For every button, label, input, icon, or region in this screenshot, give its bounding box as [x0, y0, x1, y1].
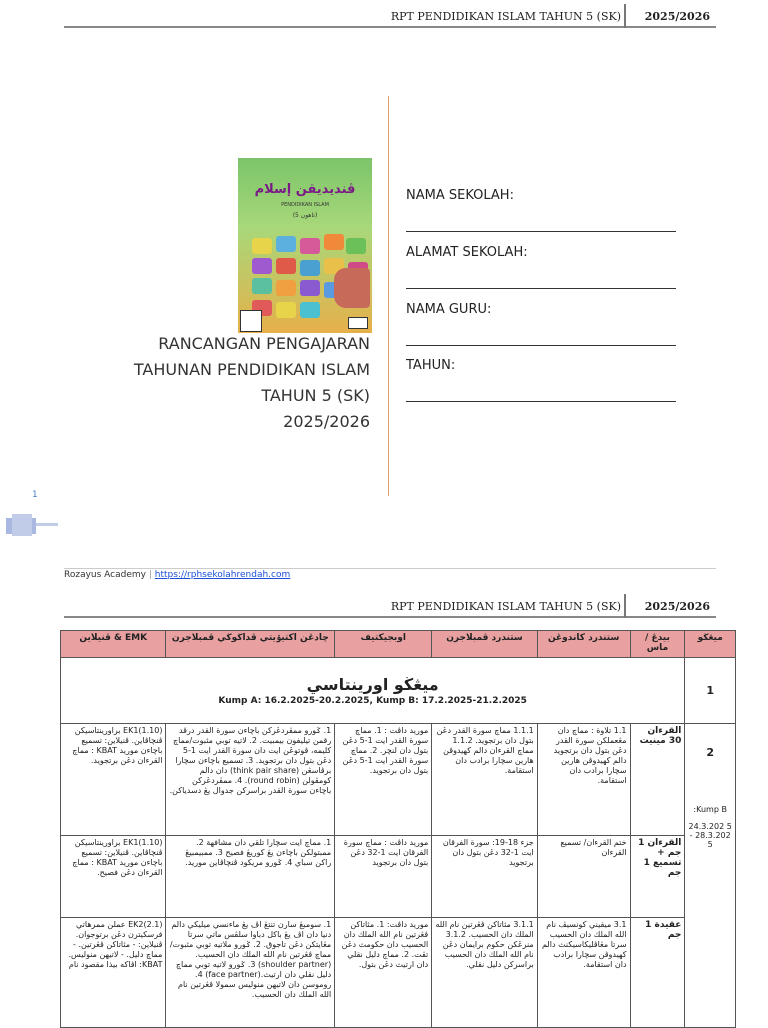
week-cell: [685, 724, 736, 1028]
footer-rule: [64, 568, 716, 569]
cell-emk: EK1(1.10) براورينتاسيكن ڤنچاڤاين. ڤنيلاين: تسميع باچاءن موريد KBAT : مماچ القرءان دڠن فصيح.: [61, 836, 166, 918]
book-cover-title: ڤنديديقن إسلام: [254, 182, 356, 197]
kssr-logo: [348, 317, 368, 329]
puzzle-piece: [300, 238, 320, 254]
table-row: [61, 836, 736, 918]
cell-aktiviti: 1. مماچ ايت سچارا تلقي دان مشافهة 2. ممبتولكن باچاءن يڠ كوريڠ فصيح 3. ممبيمبيڠ راكن سباي 4. ݢورو مريكود ڤنچاڤاين موريد.: [166, 836, 335, 918]
cell-pembelajaran: 1.1.1 مماچ سورة القدر دڠن بتول دان برتجويد. 1.1.2 مماچ القرءان دالم كهيدوڤن هارين سچارا برادب دان استقامة.: [432, 724, 537, 836]
teacher-name-label: NAMA GURU:: [406, 302, 492, 317]
week-dates: 24.3.202 5 - 28.3.202 5: [688, 822, 732, 849]
puzzle-piece: [324, 234, 344, 250]
cell-kandungan: 3.1 ميقيني كونسيڤ نام الله الملك دان الحسيب سرتا مڠاڤليكاسيكنث دالم كهيدوڤن سچارا برادب دان استقامة.: [537, 918, 630, 1028]
col-header-minggu: ميڠڬو: [685, 631, 736, 658]
school-address-line: [406, 288, 676, 289]
header-divider: [624, 4, 626, 28]
cell-emk: EK1(1.10) براورينتاسيكن ڤنچاڤاين. ڤنيلاين: تسميع باچاءن موريد KBAT : مماچ القرءان دڠن برتجويد.: [61, 724, 166, 836]
cell-objektif: موريد داڤت: 1. مثاتاكن ڤڠرتين نام الله الملك دان الحسيب دان حكومث دڠن تڤت. 2. مماچ دليل نقلي دان ارتيث دڠن بتول.: [335, 918, 432, 1028]
page-number: 1: [32, 490, 38, 500]
header-year-2: 2025/2026: [644, 600, 710, 613]
year-line: [406, 401, 676, 402]
orientation-title: ميڠڬو اورينتاسي: [306, 675, 439, 694]
puzzle-piece: [252, 258, 272, 274]
book-cover-level: (تاهون 5): [292, 212, 318, 219]
doc-title-line-1: RANCANGAN PENGAJARAN: [158, 334, 370, 353]
cell-bidang: القرءان 30 مينيت: [630, 724, 685, 836]
book-cover-image: [238, 158, 372, 333]
cell-kandungan: 1.1 تلاوة : مماچ دان مڠعملكن سورة القدر دڠن بتول دان برتجويد دالم كهيدوڤن هارين سچارا برادب دان استقامة.: [537, 724, 630, 836]
rpt-table: [60, 630, 736, 1028]
table-header-row: [61, 631, 736, 658]
footer-link[interactable]: https://rphsekolahrendah.com: [154, 570, 291, 580]
doc-title-line-3: TAHUN 5 (SK): [261, 386, 370, 405]
table-row: [61, 724, 736, 836]
puzzle-piece: [276, 280, 296, 296]
cell-bidang: القرءان 1 جم + تسميع 1 جم: [630, 836, 685, 918]
col-header-objektif: اوبجيكتيف: [335, 631, 432, 658]
header-title: RPT PENDIDIKAN ISLAM TAHUN 5 (SK): [390, 10, 621, 23]
cell-pembelajaran: 3.1.1 مثاتاكن ڤڠرتين نام الله الملك دان الحسيب. 3.1.2 منرڠكن حكوم برايمان دڠن نام الله الملك دان الحسيب براسركن دليل نقلي.: [432, 918, 537, 1028]
table-row-orientation: [61, 658, 736, 724]
cell-objektif: موريد داڤت : مماچ سورة الفرقان ايت 1-32 دڠن بتول دان برتجويد: [335, 836, 432, 918]
puzzle-piece: [252, 238, 272, 254]
cell-aktiviti: 1. ݢورو ممڤردڠركن باچاءن سورة القدر درڤد رقمن تيليفون بيمبيت. 2. لاتيه توبي مثبوت/مماچ كليمه، ڤوتوڠن ايت دان سورة القدر ايت 1-5 دڠن بتول دان برتجويد. 3. تسميع باچاءن سچارا برڤاسڠن (think pair share) دان دالم كومڤولن (round robin). 4. ممڤردڠركن باچاءن سورة القدر براسركن جدوال يڠ دسدياكن.: [166, 724, 335, 836]
col-header-aktiviti: چادڠن اكتيۏيتي ڤداڬوڬي ڤمبلاجرن: [166, 631, 335, 658]
puzzle-piece: [276, 302, 296, 318]
puzzle-piece: [300, 280, 320, 296]
page-header: [64, 4, 716, 28]
cell-aktiviti: 1. سومبڠ سارن تنتڠ اڤ يڠ ماءنسي ميليكي دالم دنيا دان اڤ يڠ باكل دباوا سلڤس ماتي سرتا مڠايتكن دڠن تاجوق. 2. ݢورو ملاتيه توبي مثبوت/مماچ ڤڠرتين نام الله الملك دان الحسيب.(shoulder partner) 3. ݢورو لاتيه توبي مماچ دليل نقلي دان ارتيث.(face partner) 4. روموسن دان لاتيهن منوليس سمولا ڤڠرتين نام الله الملك دان الحسيب.: [166, 918, 335, 1028]
kump-label: :Kump B: [693, 805, 727, 814]
orientation-banner: [61, 658, 685, 724]
page-footer: [64, 570, 290, 580]
col-header-kandungan: ستندرد كاندوڠن: [537, 631, 630, 658]
cell-bidang: عقيدة 1 جم: [630, 918, 685, 1028]
puzzle-piece: [276, 236, 296, 252]
hand-illustration: [334, 268, 370, 308]
week-number: 2: [706, 746, 715, 759]
vertical-divider: [388, 96, 389, 496]
puzzle-piece: [346, 238, 366, 254]
cell-kandungan: ختم القرءان/ تسميع القرءان: [537, 836, 630, 918]
puzzle-piece: [300, 302, 320, 318]
teacher-name-line: [406, 345, 676, 346]
col-header-emk: EMK & ڤنيلاين: [61, 631, 166, 658]
footer-divider: |: [148, 570, 152, 580]
col-header-bidang: بيدڠ / ماس: [630, 631, 685, 658]
cell-pembelajaran: جزء 18-19: سورة الفرقان ايت 1-32 دڠن بتول دان برتجويد: [432, 836, 537, 918]
school-name-label: NAMA SEKOLAH:: [406, 188, 514, 203]
header-divider-2: [624, 594, 626, 618]
doc-title-line-4: 2025/2026: [283, 412, 370, 431]
page-header-2: [64, 594, 716, 618]
book-cover-subtitle: PENDIDIKAN ISLAM: [281, 202, 329, 208]
orientation-dates: Kump A: 16.2.2025-20.2.2025, Kump B: 17.2.2025-21.2.2025: [218, 696, 527, 706]
week-number: 1: [685, 658, 736, 724]
puzzle-piece: [276, 258, 296, 274]
cell-objektif: موريد داڤت : 1. مماچ سورة القدر ايت 1-5 دڠن بتول دان لنچر. 2. مماچ سورة القدر ايت 1-5 دڠن بتول دان برتجويد.: [335, 724, 432, 836]
puzzle-piece: [252, 278, 272, 294]
qr-code-icon: [240, 310, 262, 332]
doc-title-line-2: TAHUNAN PENDIDIKAN ISLAM: [133, 360, 370, 379]
table-row: [61, 918, 736, 1028]
header-title-2: RPT PENDIDIKAN ISLAM TAHUN 5 (SK): [390, 600, 621, 613]
footer-author: Rozayus Academy: [64, 570, 146, 580]
school-address-label: ALAMAT SEKOLAH:: [406, 245, 528, 260]
cell-emk: EK2(2.1) عملن ممرهاتي فرسكيترن دڠن برتوجوان. ڤنيلاين: - مثاتاكن ڤڠرتين. - مماچ دليل. - لاتيهن منوليس. KBAT: اڤاكه بيذا مقصود نام: [61, 918, 166, 1028]
puzzle-piece: [300, 260, 320, 276]
header-year: 2025/2026: [644, 10, 710, 23]
page-ornament-icon: [6, 514, 58, 536]
school-name-line: [406, 231, 676, 232]
year-label: TAHUN:: [406, 358, 456, 373]
col-header-pembelajaran: ستندرد ڤمبلاجرن: [432, 631, 537, 658]
